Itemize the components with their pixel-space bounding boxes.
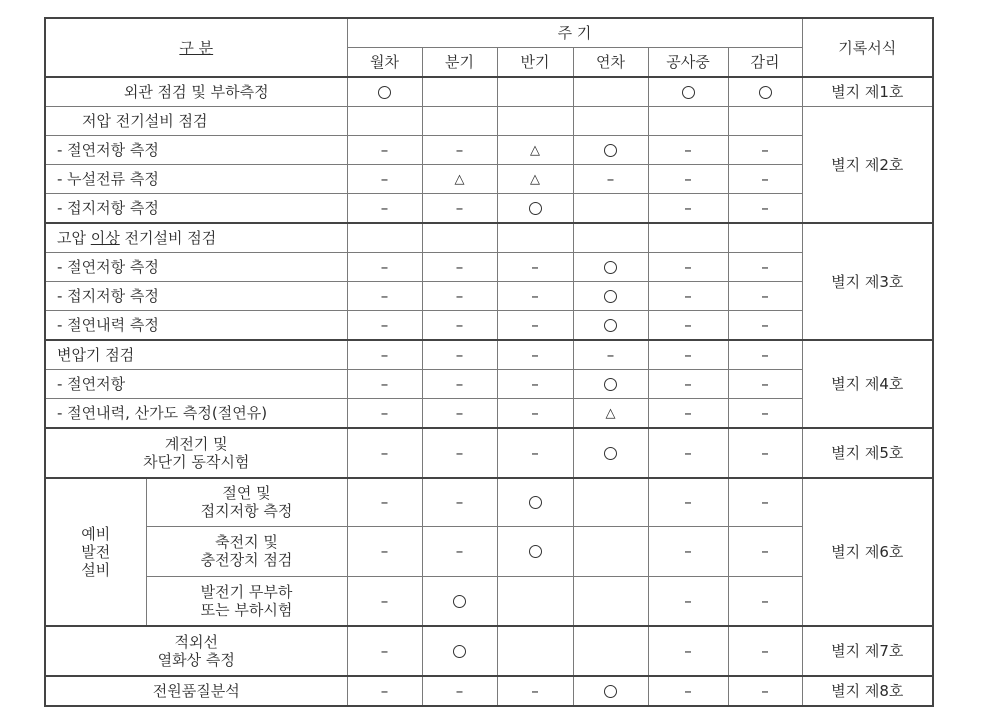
cell (347, 526, 422, 576)
circle-mark (604, 319, 617, 332)
table-row (45, 526, 933, 576)
row-label: - 절연저항 측정 (45, 136, 347, 165)
table-row (45, 478, 933, 526)
cell (497, 478, 573, 526)
cell (648, 136, 728, 165)
cell (648, 526, 728, 576)
header-jugi: 주 기 (347, 18, 802, 48)
table-row (45, 370, 933, 399)
row-label: - 접지저항 측정 (45, 194, 347, 224)
section-label: 변압기 점검 (45, 340, 347, 370)
dash-mark: – (684, 346, 692, 364)
dash-mark: – (531, 346, 539, 364)
section-label: 저압 전기설비 점검 (45, 107, 347, 136)
cell (573, 428, 648, 478)
table-row (45, 77, 933, 107)
circle-mark (604, 447, 617, 460)
dash-mark: – (455, 682, 464, 700)
cell (573, 282, 648, 311)
dash-mark: – (531, 375, 539, 393)
form-ref: 별지 제6호 (802, 478, 933, 626)
cell (422, 526, 497, 576)
dash-mark: – (761, 591, 769, 610)
cell (497, 576, 573, 626)
cell (573, 626, 648, 676)
dash-mark: – (455, 316, 464, 334)
dash-mark: – (455, 346, 464, 364)
dash-mark: – (761, 316, 769, 334)
form-ref: 별지 제7호 (802, 626, 933, 676)
cell (347, 370, 422, 399)
dash-mark: – (531, 682, 539, 700)
dash-mark: – (455, 199, 464, 217)
header-col-construction: 공사중 (648, 48, 728, 78)
dash-mark: – (684, 591, 692, 610)
cell (347, 136, 422, 165)
dash-mark: – (380, 642, 389, 660)
dash-mark: – (380, 404, 389, 422)
section-label: 고압 이상 전기설비 점검 (45, 223, 347, 253)
circle-mark (604, 261, 617, 274)
cell (728, 165, 802, 194)
table-row (45, 194, 933, 224)
dash-mark: – (531, 258, 539, 276)
cell (573, 194, 648, 224)
table-row (45, 428, 933, 478)
table-row (45, 282, 933, 311)
cell (347, 165, 422, 194)
cell (347, 311, 422, 341)
cell (648, 428, 728, 478)
cell (422, 626, 497, 676)
triangle-mark: △ (530, 172, 540, 187)
cell (728, 136, 802, 165)
cell (347, 253, 422, 282)
cell (497, 77, 573, 107)
dash-mark: – (761, 493, 769, 512)
cell (422, 311, 497, 341)
dash-mark: – (455, 375, 464, 393)
table-row (45, 165, 933, 194)
cell (648, 676, 728, 706)
inspection-schedule-table (44, 17, 934, 707)
dash-mark: – (380, 346, 389, 364)
dash-mark: – (684, 542, 692, 560)
dash-mark: – (380, 287, 389, 305)
row-label: 전원품질분석 (45, 676, 347, 706)
section-row (45, 223, 933, 253)
cell (573, 253, 648, 282)
circle-mark (453, 595, 466, 608)
dash-mark: – (380, 141, 389, 159)
dash-mark: – (380, 170, 389, 188)
cell (573, 370, 648, 399)
dash-mark: – (380, 682, 389, 700)
dash-mark: – (455, 493, 464, 512)
dash-mark: – (684, 141, 692, 159)
cell (422, 676, 497, 706)
cell (422, 223, 497, 253)
dash-mark: – (606, 346, 615, 364)
table-row (45, 311, 933, 341)
cell (573, 311, 648, 341)
row-label: - 절연저항 측정 (45, 253, 347, 282)
row-label: - 누설전류 측정 (45, 165, 347, 194)
cell (497, 626, 573, 676)
dash-mark: – (455, 141, 464, 159)
cell (347, 576, 422, 626)
dash-mark: – (684, 258, 692, 276)
cell (728, 576, 802, 626)
cell (728, 478, 802, 526)
cell (347, 428, 422, 478)
cell (497, 311, 573, 341)
cell (573, 107, 648, 136)
table-row (45, 253, 933, 282)
cell (648, 576, 728, 626)
cell (347, 282, 422, 311)
form-ref: 별지 제8호 (802, 676, 933, 706)
cell (347, 340, 422, 370)
cell (573, 478, 648, 526)
dash-mark: – (761, 375, 769, 393)
cell (573, 676, 648, 706)
triangle-mark: △ (530, 143, 540, 158)
cell (347, 223, 422, 253)
circle-mark (604, 378, 617, 391)
cell (728, 282, 802, 311)
cell (648, 223, 728, 253)
cell (497, 136, 573, 165)
dash-mark: – (606, 170, 615, 188)
dash-mark: – (455, 287, 464, 305)
dash-mark: – (380, 199, 389, 217)
dash-mark: – (380, 591, 389, 610)
circle-mark (682, 86, 695, 99)
group-label-backup-generator: 예비 발전 설비 (45, 478, 146, 626)
row-label: 계전기 및 차단기 동작시험 (45, 428, 347, 478)
cell (648, 370, 728, 399)
cell (347, 478, 422, 526)
section-row (45, 107, 933, 136)
cell (422, 478, 497, 526)
section-row (45, 340, 933, 370)
cell (648, 107, 728, 136)
dash-mark: – (761, 404, 769, 422)
table-row (45, 626, 933, 676)
dash-mark: – (455, 444, 464, 462)
cell (573, 399, 648, 429)
dash-mark: – (684, 287, 692, 305)
cell (648, 311, 728, 341)
cell (347, 399, 422, 429)
cell (497, 107, 573, 136)
dash-mark: – (761, 287, 769, 305)
row-label: - 접지저항 측정 (45, 282, 347, 311)
cell (422, 282, 497, 311)
cell (497, 282, 573, 311)
cell (648, 340, 728, 370)
table-row (45, 576, 933, 626)
row-label: 발전기 무부하 또는 부하시험 (146, 576, 347, 626)
cell (422, 340, 497, 370)
triangle-mark: △ (605, 406, 616, 421)
cell (422, 165, 497, 194)
cell (728, 107, 802, 136)
cell (422, 107, 497, 136)
cell (728, 194, 802, 224)
dash-mark: – (761, 642, 769, 660)
circle-mark (529, 202, 542, 215)
circle-mark (378, 86, 391, 99)
dash-mark: – (380, 258, 389, 276)
triangle-mark: △ (454, 172, 465, 187)
cell (422, 576, 497, 626)
cell (648, 77, 728, 107)
header-col-annual: 연차 (573, 48, 648, 78)
cell (497, 676, 573, 706)
cell (422, 399, 497, 429)
cell (422, 194, 497, 224)
dash-mark: – (684, 444, 692, 462)
header-row-1 (45, 18, 933, 48)
cell (347, 77, 422, 107)
dash-mark: – (455, 404, 464, 422)
cell (497, 253, 573, 282)
cell (497, 194, 573, 224)
circle-mark (529, 545, 542, 558)
cell (573, 223, 648, 253)
cell (728, 370, 802, 399)
header-col-supervision: 감리 (728, 48, 802, 78)
header-gubun: 구 분 (45, 18, 347, 77)
header-col-quarterly: 분기 (422, 48, 497, 78)
form-ref: 별지 제2호 (802, 107, 933, 224)
cell (728, 428, 802, 478)
dash-mark: – (531, 316, 539, 334)
dash-mark: – (761, 682, 769, 700)
circle-mark (604, 144, 617, 157)
header-col-semiannual: 반기 (497, 48, 573, 78)
circle-mark (604, 290, 617, 303)
form-ref: 별지 제1호 (802, 77, 933, 107)
cell (497, 526, 573, 576)
cell (728, 223, 802, 253)
cell (648, 282, 728, 311)
dash-mark: – (684, 316, 692, 334)
dash-mark: – (380, 493, 389, 512)
cell (573, 576, 648, 626)
form-ref: 별지 제5호 (802, 428, 933, 478)
header-records: 기록서식 (802, 18, 933, 77)
cell (573, 77, 648, 107)
cell (497, 165, 573, 194)
cell (648, 399, 728, 429)
dash-mark: – (531, 444, 539, 462)
cell (648, 194, 728, 224)
row-label: 축전지 및 충전장치 점검 (146, 526, 347, 576)
dash-mark: – (761, 141, 769, 159)
cell (347, 107, 422, 136)
cell (573, 165, 648, 194)
cell (728, 340, 802, 370)
cell (728, 626, 802, 676)
cell (728, 77, 802, 107)
table-row (45, 136, 933, 165)
dash-mark: – (455, 542, 464, 560)
cell (497, 428, 573, 478)
dash-mark: – (531, 404, 539, 422)
row-label: 외관 점검 및 부하측정 (45, 77, 347, 107)
row-label: - 절연내력 측정 (45, 311, 347, 341)
dash-mark: – (761, 444, 769, 462)
circle-mark (759, 86, 772, 99)
dash-mark: – (761, 542, 769, 560)
row-label: 절연 및 접지저항 측정 (146, 478, 347, 526)
dash-mark: – (684, 170, 692, 188)
cell (422, 136, 497, 165)
cell (573, 340, 648, 370)
cell (422, 428, 497, 478)
dash-mark: – (761, 170, 769, 188)
circle-mark (604, 685, 617, 698)
circle-mark (453, 645, 466, 658)
form-ref: 별지 제3호 (802, 223, 933, 340)
cell (573, 136, 648, 165)
cell (728, 253, 802, 282)
cell (573, 526, 648, 576)
cell (648, 478, 728, 526)
dash-mark: – (761, 258, 769, 276)
dash-mark: – (380, 444, 389, 462)
header-col-monthly: 월차 (347, 48, 422, 78)
circle-mark (529, 496, 542, 509)
row-label: - 절연내력, 산가도 측정(절연유) (45, 399, 347, 429)
row-label: - 절연저항 (45, 370, 347, 399)
cell (648, 253, 728, 282)
cell (728, 399, 802, 429)
cell (422, 253, 497, 282)
dash-mark: – (761, 199, 769, 217)
dash-mark: – (684, 375, 692, 393)
table-row (45, 399, 933, 429)
dash-mark: – (380, 375, 389, 393)
form-ref: 별지 제4호 (802, 340, 933, 428)
dash-mark: – (684, 493, 692, 512)
dash-mark: – (455, 258, 464, 276)
cell (347, 626, 422, 676)
cell (648, 626, 728, 676)
row-label: 적외선 열화상 측정 (45, 626, 347, 676)
dash-mark: – (531, 287, 539, 305)
cell (347, 194, 422, 224)
cell (728, 526, 802, 576)
dash-mark: – (684, 682, 692, 700)
cell (728, 676, 802, 706)
dash-mark: – (684, 199, 692, 217)
cell (497, 340, 573, 370)
cell (497, 399, 573, 429)
cell (497, 223, 573, 253)
dash-mark: – (380, 316, 389, 334)
cell (648, 165, 728, 194)
cell (728, 311, 802, 341)
dash-mark: – (380, 542, 389, 560)
cell (422, 370, 497, 399)
table-row (45, 676, 933, 706)
cell (422, 77, 497, 107)
cell (497, 370, 573, 399)
dash-mark: – (761, 346, 769, 364)
dash-mark: – (684, 404, 692, 422)
cell (347, 676, 422, 706)
dash-mark: – (684, 642, 692, 660)
